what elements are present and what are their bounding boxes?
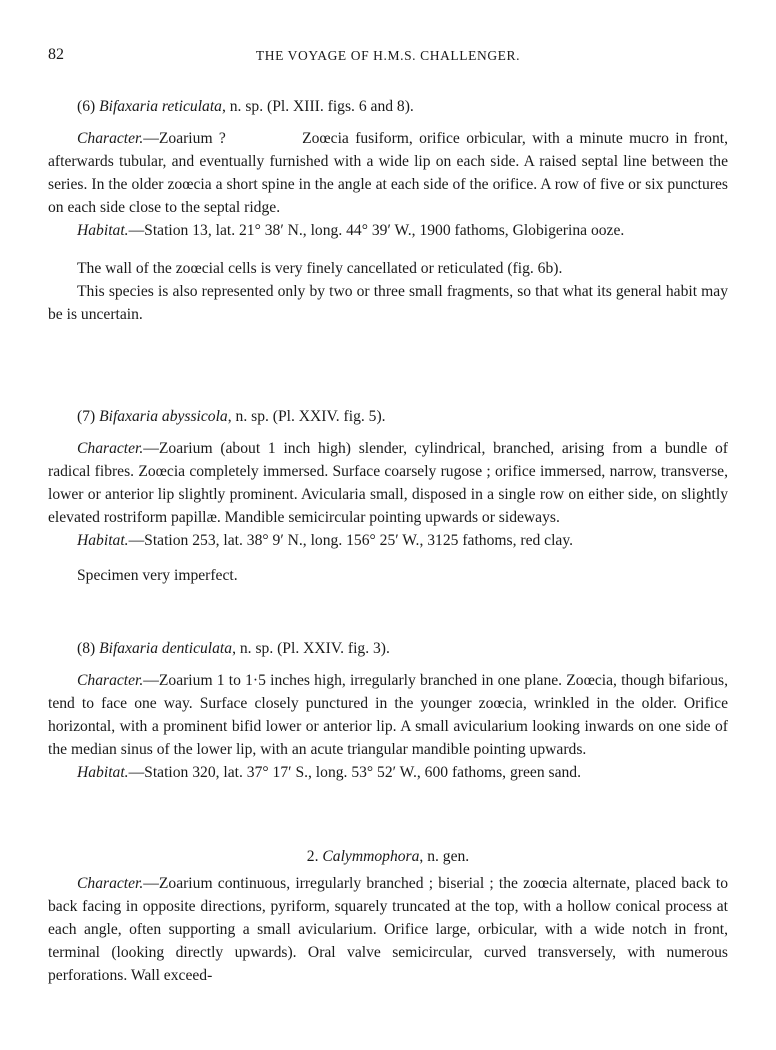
species-6-block: [48, 95, 732, 326]
genus-2-block: [48, 845, 728, 987]
page-number: 82: [48, 46, 64, 63]
page-header: [48, 46, 728, 68]
species-7-character: Character.—Zoarium (about 1 inch high) slender, cylindrical, branched, arising from a bundle of radical fibres. Zoœcia completely immersed. Surface coarsely rugose ; orifice immersed, narrow, transverse, lower or anterior lip slightly prominent. Avicularia small, disposed in a single row on either side, on slightly elevated rostriform papillæ. Mandible semicircular pointing upwards or sideways.: [48, 440, 728, 526]
species-6-heading: (6) Bifaxaria reticulata, n. sp. (Pl. XIII. figs. 6 and 8).: [77, 98, 414, 115]
species-6-note-2: This species is also represented only by two or three small fragments, so that what its general habit may be is uncertain.: [48, 283, 728, 323]
genus-2-character: Character.—Zoarium continuous, irregularly branched ; biserial ; the zoœcia alternate, placed back to back facing in opposite directions, pyriform, squarely truncated at the top, with a hollow conical process at each angle, often supporting a small avicularium. Orifice large, orbicular, with a wide notch in front, terminal (looking directly upwards). Oral valve semicircular, curved transversely, with numerous perforations. Wall exceed-: [48, 875, 728, 984]
species-7-name: Bifaxaria abyssicola: [99, 408, 228, 425]
species-6-name: Bifaxaria reticulata: [99, 98, 222, 115]
running-title: THE VOYAGE OF H.M.S. CHALLENGER.: [255, 48, 521, 63]
species-8-block: [48, 637, 728, 784]
species-6-character: Character.—Zoarium ? Zoœcia fusiform, orifice orbicular, with a minute mucro in front, afterwards tubular, and eventually furnished with a wide lip on each side. A raised septal line between the series. In the older zoœcia a short spine in the angle at each side of the orifice. A row of five or six punctures on each side close to the septal ridge.: [48, 130, 732, 216]
species-7-note: Specimen very imperfect.: [77, 567, 238, 584]
species-7-block: [48, 405, 728, 587]
species-7-habitat: Habitat.—Station 253, lat. 38° 9′ N., long. 156° 25′ W., 3125 fathoms, red clay.: [77, 532, 574, 549]
species-6-note-1: The wall of the zoœcial cells is very finely cancellated or reticulated (fig. 6b).: [77, 260, 563, 277]
species-7-heading: (7) Bifaxaria abyssicola, n. sp. (Pl. XXIV. fig. 5).: [77, 408, 386, 425]
genus-2-name: Calymmophora: [322, 848, 420, 865]
species-8-heading: (8) Bifaxaria denticulata, n. sp. (Pl. XXIV. fig. 3).: [77, 640, 390, 657]
genus-2-heading: 2. Calymmophora, n. gen.: [306, 848, 470, 865]
species-8-name: Bifaxaria denticulata: [99, 640, 233, 657]
species-8-character: Character.—Zoarium 1 to 1·5 inches high, irregularly branched in one plane. Zoœcia, though bifarious, tend to face one way. Surface closely punctured in the younger zoœcia, wrinkled in the older. Orifice horizontal, with a prominent bifid lower or anterior lip. A small avicularium looking inwards on one side of the median sinus of the lower lip, with an acute triangular mandible pointing upwards.: [48, 672, 728, 758]
species-8-habitat: Habitat.—Station 320, lat. 37° 17′ S., long. 53° 52′ W., 600 fathoms, green sand.: [77, 764, 581, 781]
species-6-habitat: Habitat.—Station 13, lat. 21° 38′ N., long. 44° 39′ W., 1900 fathoms, Globigerina ooze.: [77, 222, 625, 239]
